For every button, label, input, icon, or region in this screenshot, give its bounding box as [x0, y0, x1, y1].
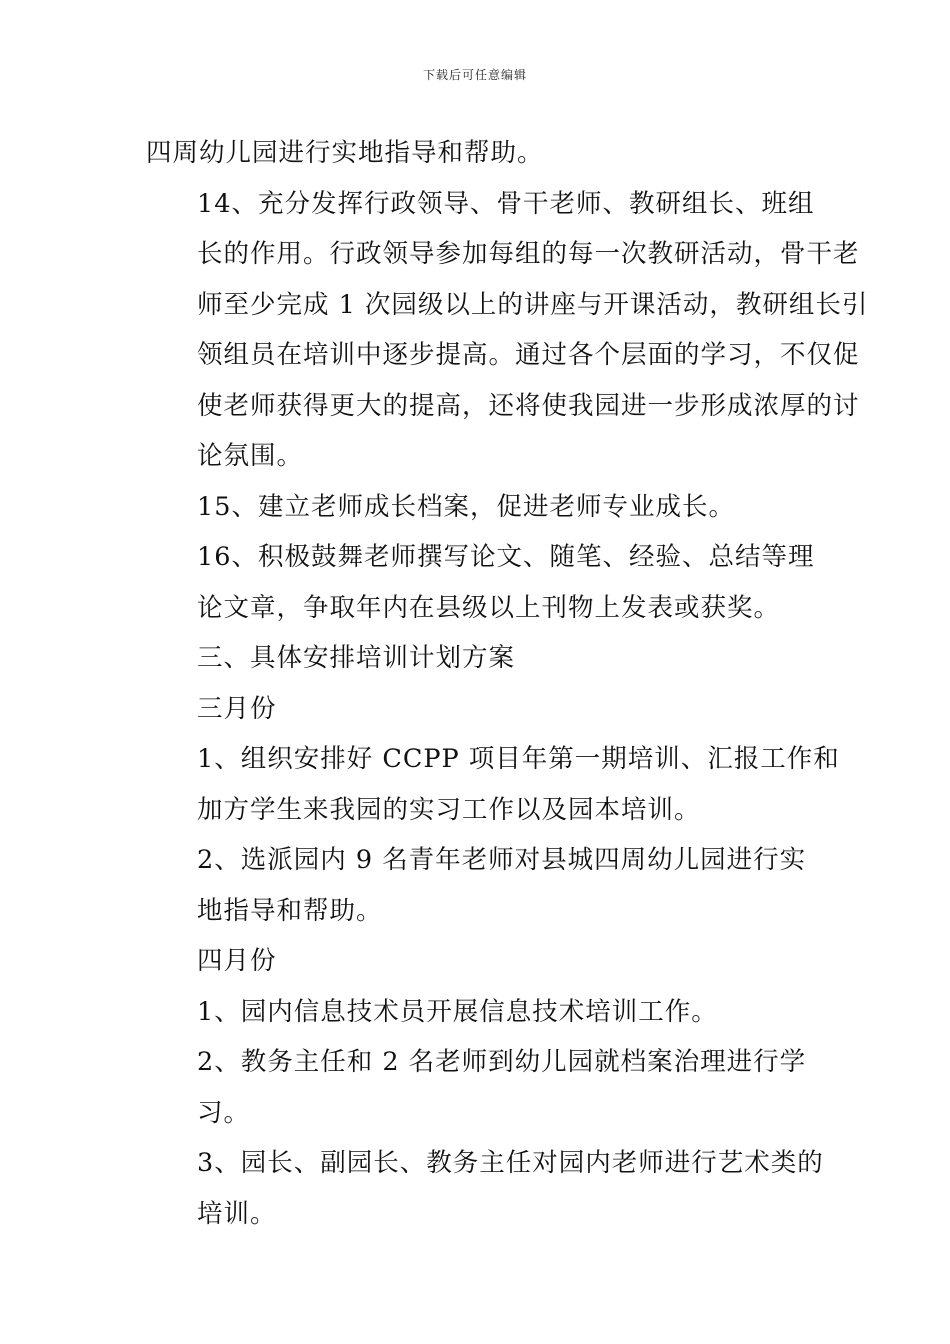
text-line: 三、具体安排培训计划方案 [197, 643, 516, 673]
text-line: 长的作用。行政领导参加每组的每一次教研活动，骨干老 [197, 239, 860, 269]
paragraph-march-2 [146, 835, 806, 936]
text-line: 15、建立老师成长档案，促进老师专业成长。 [197, 491, 735, 522]
paragraph-april-3 [146, 1138, 824, 1239]
paragraph-item-14 [146, 179, 869, 482]
paragraph-item-16 [146, 532, 815, 633]
text-line: 四周幼儿园进行实地指导和帮助。 [146, 138, 544, 168]
text-line: 2、选派园内 9 名青年老师对县城四周幼儿园进行实 [197, 845, 807, 875]
text-line: 师至少完成 1 次园级以上的讲座与开课活动，教研组长引 [197, 289, 869, 320]
paragraph-continuation [146, 128, 806, 179]
text-line: 培训。 [197, 1198, 277, 1229]
paragraph-item-15 [146, 482, 806, 533]
paragraph-april-2 [146, 1037, 806, 1138]
paragraph-march-1 [146, 734, 840, 835]
text-line: 16、积极鼓舞老师撰写论文、随笔、经验、总结等理 [197, 542, 815, 572]
month-heading-march [146, 684, 806, 735]
text-line: 3、园长、副园长、教务主任对园内老师进行艺术类的 [197, 1148, 824, 1178]
text-line: 1、园内信息技术员开展信息技术培训工作。 [197, 996, 718, 1027]
text-line: 1、组织安排好 CCPP 项目年第一期培训、汇报工作和 [197, 744, 840, 774]
text-line: 加方学生来我园的实习工作以及园本培训。 [197, 794, 701, 825]
section-heading [146, 633, 806, 684]
month-heading-april [146, 936, 806, 987]
text-line: 使老师获得更大的提高，还将使我园进一步形成浓厚的讨 [197, 390, 860, 421]
text-line: 论文章，争取年内在县级以上刊物上发表或获奖。 [197, 592, 781, 623]
text-line: 地指导和帮助。 [197, 895, 383, 926]
text-line: 习。 [197, 1097, 251, 1128]
page-header: 下载后可任意编辑 [422, 68, 527, 82]
text-line: 领组员在培训中逐步提高。通过各个层面的学习，不仅促 [197, 340, 860, 370]
text-line: 14、充分发挥行政领导、骨干老师、教研组长、班组 [197, 188, 815, 219]
text-line: 2、教务主任和 2 名老师到幼儿园就档案治理进行学 [197, 1047, 807, 1077]
text-line: 三月份 [197, 693, 277, 724]
text-line: 四月份 [197, 946, 277, 976]
paragraph-april-1 [146, 987, 806, 1038]
document-body [146, 128, 869, 1239]
text-line: 论氛围。 [197, 441, 304, 471]
